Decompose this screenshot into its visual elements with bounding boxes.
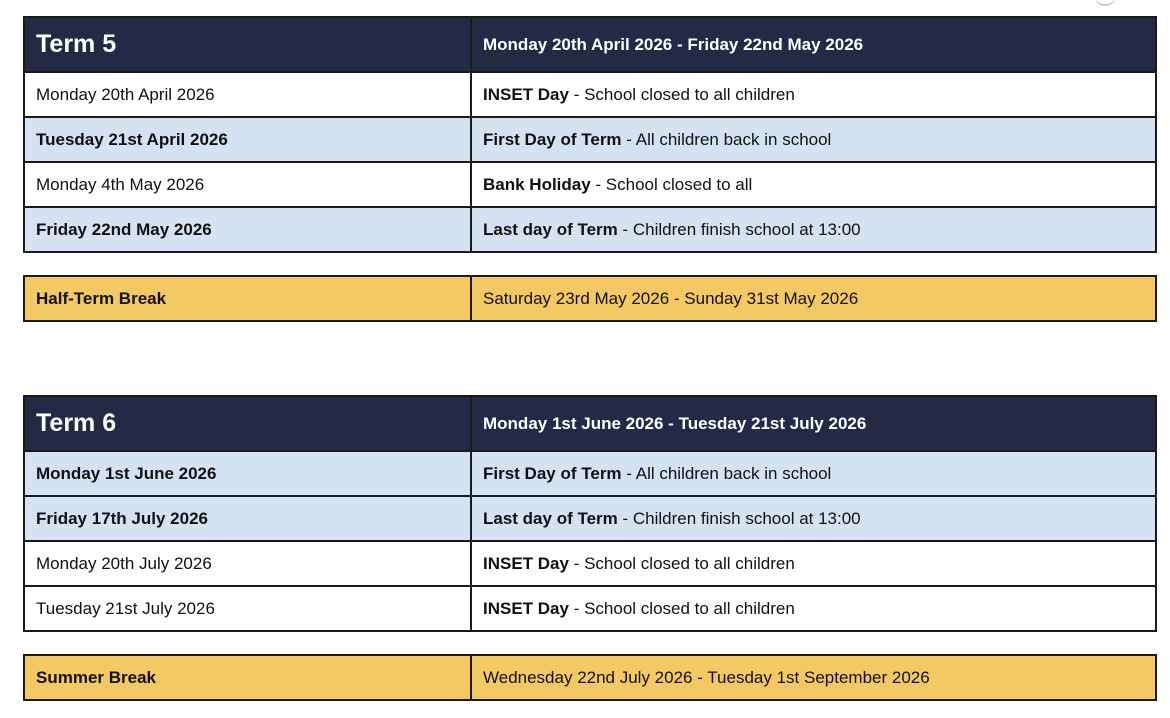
table-row: [24, 207, 1156, 252]
event-detail: - School closed to all children: [568, 84, 795, 104]
row-event-cell: [471, 541, 1156, 586]
term-date-range: Monday 20th April 2026 - Friday 22nd May 2026: [471, 17, 1156, 72]
event-detail: - School closed to all children: [568, 553, 795, 573]
term-title: Term 5: [24, 17, 471, 72]
event-name: INSET Day: [483, 84, 569, 104]
row-event-cell: [471, 162, 1156, 207]
break-row: [24, 276, 1156, 321]
event-name: Last day of Term: [483, 508, 618, 528]
row-event-cell: [471, 72, 1156, 117]
row-event-cell: [471, 496, 1156, 541]
row-date: Friday 22nd May 2026: [24, 207, 471, 252]
table-row: [24, 586, 1156, 631]
table-row: [24, 451, 1156, 496]
event-name: First Day of Term: [483, 129, 622, 149]
term-header: [24, 396, 1156, 451]
row-event-cell: [471, 207, 1156, 252]
row-date: Monday 20th July 2026: [24, 541, 471, 586]
event-detail: - School closed to all children: [568, 598, 795, 618]
row-event-cell: [471, 451, 1156, 496]
table-row: [24, 541, 1156, 586]
event-name: First Day of Term: [483, 463, 622, 483]
corner-decoration: [1094, 0, 1116, 6]
table-row: [24, 72, 1156, 117]
event-name: Last day of Term: [483, 219, 618, 239]
term-6-block: [23, 395, 1155, 632]
break-row: [24, 655, 1156, 700]
table-row: [24, 162, 1156, 207]
break-date-range: Wednesday 22nd July 2026 - Tuesday 1st September 2026: [471, 655, 1156, 700]
row-date: Friday 17th July 2026: [24, 496, 471, 541]
row-date: Monday 1st June 2026: [24, 451, 471, 496]
term-title: Term 6: [24, 396, 471, 451]
event-detail: - All children back in school: [621, 463, 832, 483]
term-header: [24, 17, 1156, 72]
row-event-cell: [471, 586, 1156, 631]
break-label: Summer Break: [24, 655, 471, 700]
event-name: Bank Holiday: [483, 174, 591, 194]
summer-break-block: [23, 654, 1155, 701]
row-date: Tuesday 21st April 2026: [24, 117, 471, 162]
table-row: [24, 117, 1156, 162]
row-date: Monday 4th May 2026: [24, 162, 471, 207]
event-detail: - All children back in school: [621, 129, 832, 149]
event-name: INSET Day: [483, 553, 569, 573]
event-detail: - School closed to all: [590, 174, 753, 194]
table-row: [24, 496, 1156, 541]
break-date-range: Saturday 23rd May 2026 - Sunday 31st May 2026: [471, 276, 1156, 321]
term-5-table: [23, 16, 1157, 253]
break-label: Half-Term Break: [24, 276, 471, 321]
event-detail: - Children finish school at 13:00: [617, 508, 861, 528]
row-date: Monday 20th April 2026: [24, 72, 471, 117]
term-date-range: Monday 1st June 2026 - Tuesday 21st July 2026: [471, 396, 1156, 451]
break-table: [23, 275, 1157, 322]
row-event-cell: [471, 117, 1156, 162]
event-name: INSET Day: [483, 598, 569, 618]
event-detail: - Children finish school at 13:00: [617, 219, 861, 239]
term-6-table: [23, 395, 1157, 632]
term-5-block: [23, 16, 1155, 253]
row-date: Tuesday 21st July 2026: [24, 586, 471, 631]
half-term-break-block: [23, 275, 1155, 322]
break-table: [23, 654, 1157, 701]
